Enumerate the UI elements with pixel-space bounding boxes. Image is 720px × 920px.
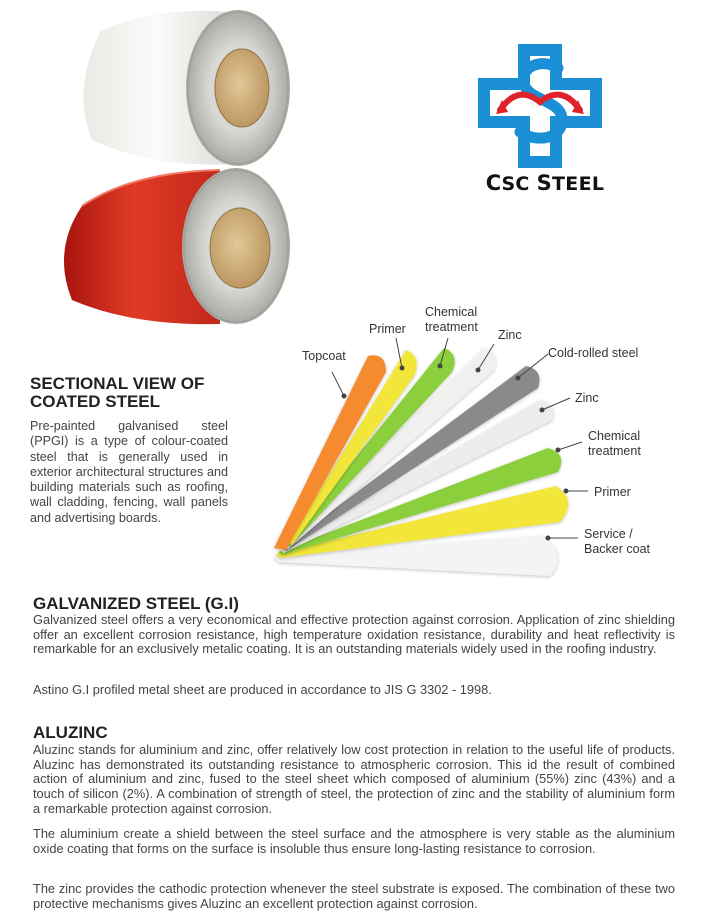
aluzinc-paragraph-3: The zinc provides the cathodic protection whenever the steel substrate is exposed. The combination of these two protective mechanisms gives Aluzinc an excellent protection against corrosion. <box>33 881 675 911</box>
section-title <box>30 375 250 411</box>
aluzinc-heading: ALUZINC <box>33 723 108 742</box>
gi-paragraph-2: Astino G.I profiled metal sheet are produced in accordance to JIS G 3302 - 1998. <box>33 682 492 697</box>
steel-coils-image <box>52 0 298 330</box>
coated-steel-layers-image <box>268 300 720 590</box>
red-coil-icon <box>64 168 290 324</box>
label-chemical-top-2: treatment <box>425 320 478 334</box>
label-backer-2: Backer coat <box>584 542 651 556</box>
aluzinc-paragraph-2: The aluminium create a shield between the steel surface and the atmosphere is very stable as the aluminium oxide coating that forms on the surface is insoluble thus ensure long-lasting resistance to corrosion. <box>33 826 675 856</box>
section-description: Pre-painted galvanised steel (PPGI) is a type of colour-coated steel that is generally used in exterior architectural structures and building materials such as roofing, wall cladding, fencing, wall panels and advertising boards. <box>30 419 228 525</box>
label-primer-bottom: Primer <box>594 485 631 499</box>
white-coil-icon <box>84 10 290 166</box>
label-primer-top: Primer <box>369 322 406 336</box>
label-chemical-bottom-2: treatment <box>588 444 641 458</box>
label-backer-1: Service / <box>584 527 633 541</box>
csc-logo-icon <box>478 44 602 168</box>
label-topcoat: Topcoat <box>302 349 346 363</box>
label-zinc-bottom: Zinc <box>575 391 599 405</box>
aluzinc-paragraph-1: Aluzinc stands for aluminium and zinc, offer relatively low cost protection in relation to the useful life of products. Aluzinc has demonstrated its outstanding resistance to atmospheric corrosion. This id the result of combined action of aluminium and zinc, fused to the steel sheet which composed of aluminium (55%) zinc (43%) and a touch of silicon (2%). A combination of strength of steel, the protection of zinc and the stability of aluminium form a remarkable protection against corrosion. <box>33 742 675 816</box>
label-chemical-top-1: Chemical <box>425 305 478 319</box>
gi-paragraph-1: Galvanized steel offers a very economical and effective protection against corrosion. Application of zinc shielding offer an excellent corrosion resistance, high temperature oxidation resistance, durability and heat reflectivity is remarkable for an exclusively metalic coating. It is an outstanding materials widely used in the roofing industry. <box>33 612 675 657</box>
label-cold-rolled-steel: Cold-rolled steel <box>548 346 639 360</box>
label-chemical-bottom-1: Chemical <box>588 429 641 443</box>
gi-heading: GALVANIZED STEEL (G.I) <box>33 594 239 613</box>
logo-brand-text: CSC STEEL <box>485 171 605 195</box>
label-zinc-top: Zinc <box>498 328 522 342</box>
section-title-line2: COATED STEEL <box>30 392 161 411</box>
section-title-line1: SECTIONAL VIEW OF <box>30 374 205 393</box>
